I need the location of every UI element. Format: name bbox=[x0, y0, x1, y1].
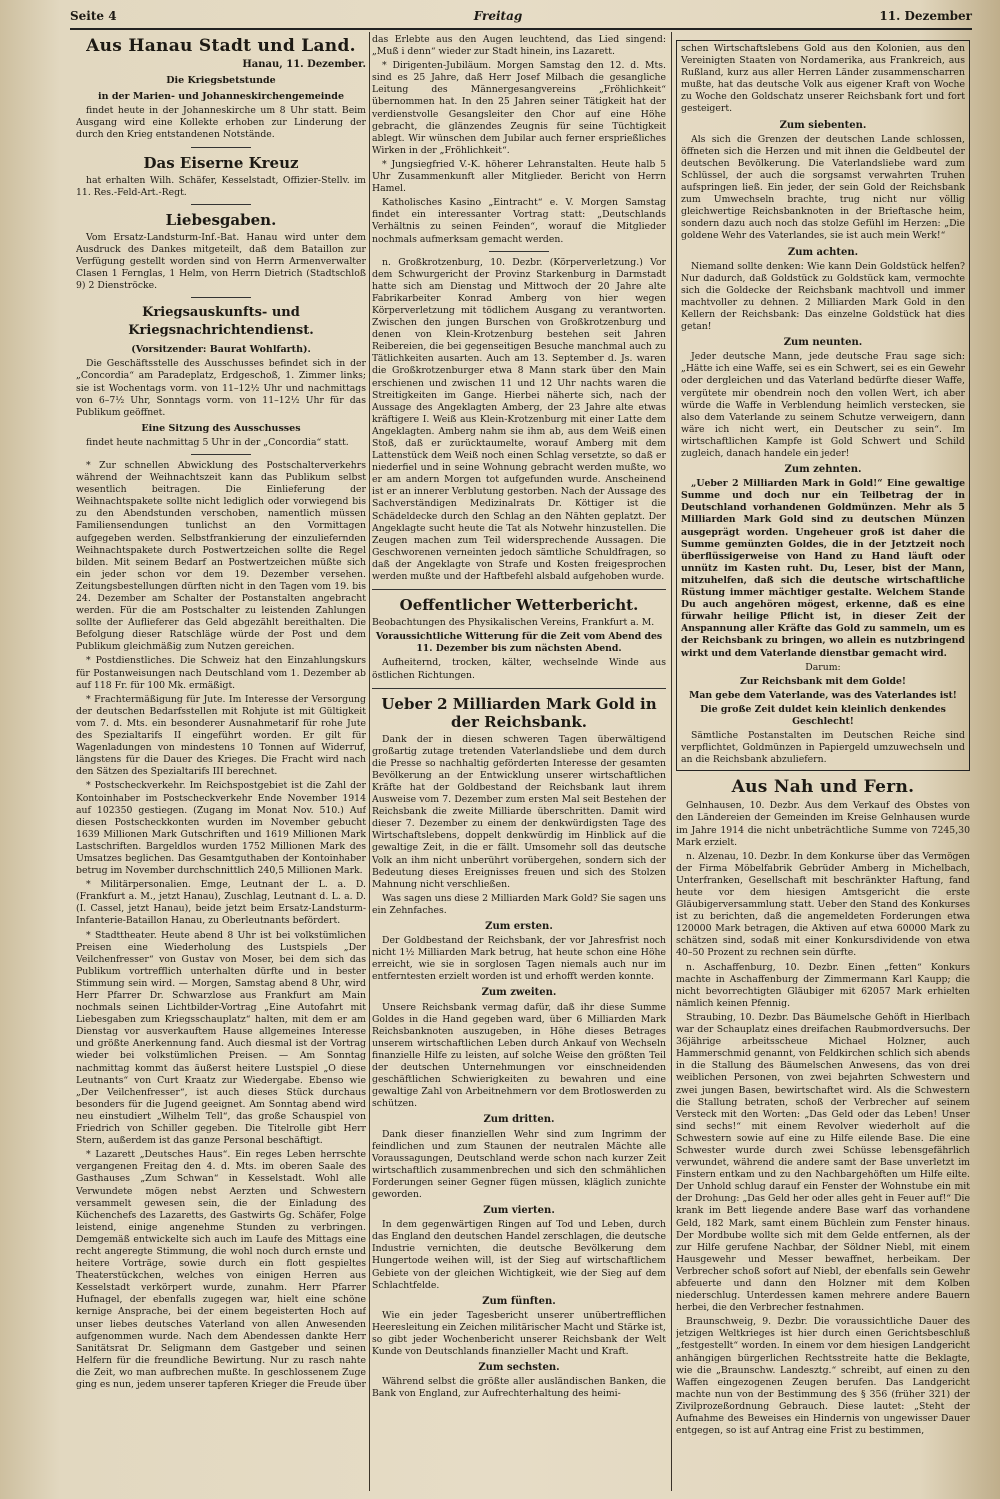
article-body: Voraussichtliche Witterung für die Zeit vom Abend des 11. Dezember bis zum nächsten Abend. bbox=[375, 631, 663, 655]
article-title: Ueber 2 Milliarden Mark Gold in der Reichsbank. bbox=[381, 694, 657, 731]
article-body: Unsere Reichsbank vermag dafür, daß ihr diese Summe Goldes in die Hand gegeben ward, über 6 Milliarden Mark Reichsbanknoten auszugeben, in Höhe dieses Betrages unserem wirtschaftlichen Leben durch Ankauf von Wechseln finanzielle Hilfe zu leisten, auf solche Weise den größten Teil der deutschen Unternehmungen vor einschneidenden geschäftlichen Schwierigkeiten zu bewahren und eine gewaltige Zahl von Arbeitnehmern vor dem Brotloswerden zu schützen. bbox=[372, 1001, 666, 1110]
article-body: n. Alzenau, 10. Dezbr. In dem Konkurse über das Vermögen der Firma Möbelfabrik Gebrüder Amberg in Michelbach, Unterfranken, Gesellschaft mit beschränkter Haftung, fand heute vor dem hiesigen Amtsgericht die erste Gläubigerversammlung statt. Ueber den Stand des Konkurses ist zu berichten, daß die angemeldeten Forderungen etwa 120000 Mark betragen, die Aktiven auf etwa 60000 Mark zu schätzen sind, sodaß mit einer Konkursdividende von etwa 40–50 Prozent zu rechnen sein dürfte. bbox=[676, 850, 970, 959]
article-body: * Militärpersonalien. Emge, Leutnant der L. a. D. (Frankfurt a. M., jetzt Hanau), Zuschlag, Leutnant d. L. a. D. (I. Cassel, jetzt Hanau), beide jetzt beim Ersatz-Landsturm-Infanterie-Bataillon Hanau, zu Oberleutnants befördert. bbox=[76, 879, 366, 927]
column-1 bbox=[76, 34, 366, 1491]
article-subheading: (Vorsitzender: Baurat Wohlfarth). bbox=[131, 344, 311, 356]
article-heading: Zum zweiten. bbox=[481, 987, 557, 999]
article-body: findet heute nachmittag 5 Uhr in der „Concordia“ statt. bbox=[86, 436, 349, 448]
divider bbox=[191, 454, 251, 455]
article-body: * Dirigenten-Jubiläum. Morgen Samstag den 12. d. Mts. sind es 25 Jahre, daß Herr Josef Milbach die gesangliche Leitung des Männergesangvereins „Fröhlichkeit“ übernommen hat. In den 25 Jahren seiner Tätigkeit hat der verdienstvolle Gesangsleiter den Chor auf eine Höhe gebracht, die glänzendes Zeugnis für seine Tüchtigkeit ablegt. Wir wünschen dem Jubilar auch ferner ersprießliches Wirken in der „Fröhlichkeit“. bbox=[372, 60, 666, 156]
article-heading: Zum siebenten. bbox=[779, 119, 867, 131]
article-body: * Zur schnellen Abwicklung des Postschalterverkehrs während der Weihnachtszeit kann das Publikum selbst wesentlich beitragen. Die Einlieferung der Weihnachtspakete sollte nicht lediglich oder vorwiegend bis zu den Abendstunden verschoben, namentlich müssen Familiensendungen tunlichst an den Vormittagen aufgegeben werden. Selbstfrankierung der einzuliefernden Weihnachtspakete durch Postwertzeichen sollte die Regel bilden. Mit seinem Bedarf an Postwertzeichen müßte sich ein jeder schon vor dem 19. Dezember versehen. Zeitungsbestellungen dürften nicht in den Tagen vom 19. bis 24. Dezember am Schalter der Postanstalten angebracht werden. Für die am Postschalter zu leistenden Zahlungen sollte der Auflieferer das Geld abgezählt bereithalten. Die Befolgung dieser Ratschläge würde der Post und dem Publikum gleichmäßig zum Nutzen gereichen. bbox=[76, 459, 366, 653]
article-body: findet heute in der Johanneskirche um 8 Uhr statt. Beim Ausgang wird eine Kollekte erhoben zur Linderung der durch den Krieg entstandenen Notstände. bbox=[76, 105, 366, 141]
article-body: n. Aschaffenburg, 10. Dezbr. Einen „fetten“ Konkurs machte in Aschaffenburg der Zimmermann Karl Kaupp; die nicht bevorrechtigten Gläubiger mit 62057 Mark erhielten nämlich keinen Pfennig. bbox=[676, 961, 970, 1009]
article-heading: Zum sechsten. bbox=[478, 1362, 560, 1374]
issue-date: 11. Dezember bbox=[879, 9, 972, 23]
divider bbox=[372, 688, 666, 689]
article-body: Jeder deutsche Mann, jede deutsche Frau sage sich: „Hätte ich eine Waffe, sei es ein Schwert, sei es ein Gewehr oder dergleichen und das Vaterland bedürfte dieser Waffe, vergütete mir obendrein noch den vollen Wert, ich aber würde die Waffe in Verblendung heimlich verstecken, sie also dem Vaterlande zu seinem Schutze verweigern, dann wäre ich nicht wert, ein Deutscher zu sein“. Im wirtschaftlichen Kampfe ist Gold Schwert und Schild zugleich, danach handele ein jeder! bbox=[681, 351, 965, 459]
divider bbox=[191, 204, 251, 205]
slogan: Man gebe dem Vaterlande, was des Vaterlandes ist! bbox=[689, 689, 957, 701]
article-body: * Stadttheater. Heute abend 8 Uhr ist bei volkstümlichen Preisen eine Wiederholung des Lustspiels „Der Veilchenfresser“ von Gustav von Moser, bei dem sich das Publikum vortrefflich unterhalten dürfte und in bester Stimmung sein wird. — Morgen, Samstag abend 8 Uhr, wird Herr Pfarrer Dr. Schwarzlose aus Frankfurt am Main nochmals seinen Lichtbilder-Vortrag „Eine Autofahrt mit Liebesgaben zum Kriegsschauplatz“ halten, mit dem er am Dienstag vor ausverkauftem Hause allgemeines Interesse und größte Anerkennung fand. Auch diesmal ist der Vortrag wieder bei volkstümlichen Preisen. — Am Sonntag nachmittag kommt das äußerst heitere Lustspiel „O diese Leutnants“ von Curt Kraatz zur Wiedergabe. Ebenso wie „Der Veilchenfresser“, ist auch dieses Stück durchaus besonders für die Jugend geeignet. Am Sonntag abend wird neu einstudiert „Wilhelm Tell“, das große Schauspiel von Friedrich von Schiller gegeben. Die Titelrolle gibt Herr Stern, außerdem ist das ganze Personal beschäftigt. bbox=[76, 929, 366, 1147]
column-rule bbox=[369, 32, 370, 1491]
article-body: Der Goldbestand der Reichsbank, der vor Jahresfrist noch nicht 1½ Milliarden Mark betrug, hat heute schon eine Höhe erreicht, wie sie in sorglosen Tagen niemals auch nur im entferntesten erzielt worden ist und erhofft werden konnte. bbox=[372, 935, 666, 983]
article-body: Dank dieser finanziellen Wehr sind zum Ingrimm der feindlichen und zum Staunen der neutralen Mächte alle Voraussagungen, Deutschland werde schon nach kurzer Zeit wirtschaftlich zusammenbrechen und sich den schmählichen Forderungen seiner Gegner fügen müssen, kläglich zunichte geworden. bbox=[372, 1128, 666, 1200]
article-body: das Erlebte aus den Augen leuchtend, das Lied singend: „Muß i denn“ wieder zur Stadt hinein, ins Lazarett. bbox=[372, 34, 666, 58]
article-body: Niemand sollte denken: Wie kann Dein Goldstück helfen? Nur dadurch, daß Goldstück zu Goldstück kam, vermochte sich die Goldecke der Reichsbank machtvoll und immer machtvoller zu dehnen. 2 Milliarden Mark Gold in den Kellern der Reichsbank: Das einzelne Goldstück hat dies getan! bbox=[681, 260, 965, 333]
divider bbox=[372, 589, 666, 590]
column-rule bbox=[671, 32, 672, 1491]
section-title: Aus Hanau Stadt und Land. bbox=[86, 36, 356, 56]
article-body: Vom Ersatz-Landsturm-Inf.-Bat. Hanau wird unter dem Ausdruck des Dankes mitgeteilt, daß dem Bataillon zur Verfügung gestellt worden sind von Herrn Armenverwalter Clasen 1 Fernglas, 1 Helm, von Herrn Dietrich (Stadtschloß 9) 2 Dienströcke. bbox=[76, 231, 366, 292]
article-body: Aufheiternd, trocken, kälter, wechselnde Winde aus östlichen Richtungen. bbox=[372, 657, 666, 681]
article-heading: Zum dritten. bbox=[483, 1114, 555, 1126]
article-body: Braunschweig, 9. Dezbr. Die voraussichtliche Dauer des jetzigen Weltkrieges ist hier durch einen Gerichtsbeschluß „festgestellt“ worden. In einem vor dem hiesigen Landgericht anhängigen bürgerlichen Rechtsstreite hatte die Beklagte, wie die „Braunschw. Landesztg.“ schreibt, auf einen zu den Waffen eingezogenen Zeugen berufen. Das Landgericht machte nun von der Bestimmung des § 356 (früher 321) der Zivilprozeßordnung Gebrauch. Diese lautet: „Steht der Aufnahme des Beweises ein Hindernis von ungewisser Dauer entgegen, so ist auf Antrag eine Frist zu bestimmen, bbox=[676, 1316, 970, 1437]
article-heading: Zum fünften. bbox=[482, 1295, 556, 1307]
article-body: Straubing, 10. Dezbr. Das Bäumelsche Gehöft in Hierlbach war der Schauplatz eines dreifachen Raubmordversuchs. Der 36jährige arbeitsscheue Michael Holzner, auch Hammerschmid genannt, von Feldkirchen schlich sich abends in die Stallung des Bäumelschen Anwesens, das von drei weiblichen Personen, von zwei bejahrten Schwestern und zwei jungen Basen, bewirtschaftet wird. Als die Schwestern die Stallung betraten, schoß der Verbrecher auf seinem Versteck mit den Worten: „Das Geld oder das Leben! Unser sind sechs!“ mit einem Revolver wiederholt auf die Schwestern sowie auf eine zu Hilfe eilende Base. Die eine Schwester wurde durch zwei Schüsse lebensgefährlich verwundet, während die andere samt der Base unverletzt im Finstern entkam und zu den Nachbargehöften um Hilfe eilte. Der Unhold schlug darauf ein Fenster der Wohnstube ein mit der Drohung: „Das Geld her oder alles geht in Feuer auf!“ Die krank im Bett liegende andere Base warf das vorhandene Geld, 182 Mark, samt einem Büchlein zum Fenster hinaus. Der Mordbube wollte sich mit dem Gelde entfernen, als der zur Hilfe gerufene Nachbar, der Söldner Niebl, mit einem Hausgewehr und Messer bewaffnet, herbeikam. Der Verbrecher schoß sofort auf Niebl, der ebenfalls sein Gewehr abfeuerte und dann den Holzner mit dem Kolben niederschlug. Unterdessen kamen mehrere andere Bauern herbei, die den Verbrecher festnahmen. bbox=[676, 1011, 970, 1314]
article-title: Oeffentlicher Wetterbericht. bbox=[399, 596, 639, 615]
divider bbox=[191, 147, 251, 148]
article-body: Als sich die Grenzen der deutschen Lande schlossen, öffneten sich die Herzen und mit ihnen die Geldbeutel der deutschen Bevölkerung. Die Vaterlandsliebe ward zum Schlüssel, der auch die sorgsamst verwahrten Truhen aufspringen ließ. Ein jeder, der sein Gold der Reichsbank zum Umwechseln brachte, trug nicht nur völlig gleichwertige Reichsbanknoten in der Brieftasche heim, sondern dazu auch noch das stolze Gefühl im Herzen: „Die goldene Wehr des Vaterlandes, sie ist auch mein Werk!“ bbox=[681, 133, 965, 242]
page-header bbox=[70, 4, 972, 28]
article-body: Wie ein jeder Tagesbericht unserer unübertrefflichen Heeresleitung ein Zeichen militärischer Macht und Stärke ist, so gibt jeder Wochenbericht unserer Reichsbank der Welt Kunde von Deutschlands finanzieller Macht und Kraft. bbox=[372, 1309, 666, 1358]
article-body: In dem gegenwärtigen Ringen auf Tod und Leben, durch das England den deutschen Handel zerschlagen, die deutsche Industrie vernichten, die deutsche Bevölkerung dem Hungertode weihen will, ist der Sieg auf wirtschaftlichem Gebiete von der gleichen Wichtigkeit, wie der Sieg auf dem Schlachtfelde. bbox=[372, 1219, 666, 1291]
article-body: Gelnhausen, 10. Dezbr. Aus dem Verkauf des Obstes von den Ländereien der Gemeinden im Kreise Gelnhausen wurde im Jahre 1914 die nicht unbeträchtliche Summe von 7245,30 Mark erzielt. bbox=[676, 800, 970, 848]
masthead: Freitag bbox=[473, 9, 523, 23]
article-body: n. Großkrotzenburg, 10. Dezbr. (Körperverletzung.) Vor dem Schwurgericht der Provinz Starkenburg in Darmstadt hatte sich am Dienstag und Mittwoch der 20 Jahre alte Fabrikarbeiter Konrad Amberg von hier wegen Körperverletzung mit tödlichem Ausgang zu verantworten. Zwischen den jungen Burschen von Großkrotzenburg und denen von Klein-Krotzenburg bestehen seit Jahren Reibereien, die bei gegenseitigen Besuche manchmal auch zu Tätlichkeiten ausarten. Auch am 13. September d. Js. waren die Großkrotzenburger etwa 8 Mann stark über den Main erschienen und zwischen 11 und 12 Uhr nachts waren die Streitigkeiten im Gange. Hierbei näherte sich, nach der Aussage des Angeklagten Amberg, der 23 Jahre alte etwas kräftigere I. Weiß aus Klein-Krotzenburg mit einer Latte dem Angeklagten. Amberg nahm sie ihm ab, aus dem Weiß einen Stoß, daß er zurücktaumelte, worauf Amberg mit dem Lattenstück dem Weiß noch einen Schlag versetzte, so daß er niederfiel und in seine Wohnung gebracht werden mußte, wo er am andern Morgen tot aufgefunden wurde. Anscheinend ist er an innerer Verblutung gestorben. Nach der Aussage des Sachverständigen Medizinalrats Dr. Köttiger ist die Schädeldecke durch den Schlag an den Nähten geplatzt. Der Angeklagte sucht heute die Tat als Notwehr hinzustellen. Die Zeugen machen zum Teil widersprechende Aussagen. Die Geschworenen verneinten jedoch sämtliche Schuldfragen, so daß der Angeklagte von Strafe und Kosten freigesprochen werden mußte und der Haftbefehl alsbald aufgehoben wurde. bbox=[372, 256, 666, 583]
article-title: Liebesgaben. bbox=[165, 210, 277, 229]
divider bbox=[191, 297, 251, 298]
article-heading: Zum zehnten. bbox=[784, 464, 862, 476]
gold-appeal-box bbox=[676, 40, 970, 771]
article-body: * Frachtermäßigung für Jute. Im Interesse der Versorgung der deutschen Bedarfsstellen mit Rohjute ist mit Gültigkeit vom 7. d. Mts. ein besonderer Ausnahmetarif für rohe Jute des Spezialtarifs II eingeführt worden. Er gilt für Wagenladungen von mindestens 10 Tonnen auf Widerruf, längstens für die Dauer des Krieges. Die Fracht wird nach den Sätzen des Spezialtarifs III berechnet. bbox=[76, 693, 366, 778]
slogan: Die große Zeit duldet kein kleinlich denkendes Geschlecht! bbox=[700, 703, 946, 727]
article-body: Was sagen uns diese 2 Milliarden Mark Gold? Sie sagen uns ein Zehnfaches. bbox=[372, 892, 666, 916]
article-body: Die Geschäftsstelle des Ausschusses befindet sich in der „Concordia“ am Paradeplatz, Erdgeschoß, 1. Zimmer links; sie ist Wochentags vorm. von 11–12½ Uhr und nachmittags von 6–7½ Uhr, Sonntags vorm. von 11–12½ Uhr für das Publikum geöffnet. bbox=[76, 358, 366, 418]
page-label: Seite 4 bbox=[70, 9, 117, 23]
section-title: Aus Nah und Fern. bbox=[731, 777, 915, 798]
article-subheading: in der Marien- und Johanneskirchengemeinde bbox=[98, 91, 344, 103]
article-body: * Postdienstliches. Die Schweiz hat den Einzahlungskurs für Postanweisungen nach Deutschland vom 1. Dezember ab auf 118 Fr. für 100 Mk. ermäßigt. bbox=[76, 655, 366, 691]
article-body: Katholisches Kasino „Eintracht“ e. V. Morgen Samstag findet ein interessanter Vortrag statt: „Deutschlands Verhältnis zu seinen Feinden“, worauf die Mitglieder nochmals aufmerksam gemacht werden. bbox=[372, 197, 666, 245]
article-body: * Jungsiegfried V.-K. höherer Lehranstalten. Heute halb 5 Uhr Zusammenkunft aller Mitglieder. Bericht von Herrn Hamel. bbox=[372, 158, 666, 195]
article-body: Darum: bbox=[805, 661, 841, 673]
article-heading: Zum achten. bbox=[787, 246, 859, 258]
article-body: Dank der in diesen schweren Tagen überwältigend großartig zutage tretenden Vaterlandsliebe und dem durch die Presse so nachhaltig geförderten Interesse der gesamten Bevölkerung an der Entwicklung unserer wirtschaftlichen Kräfte hat der Goldbestand der Reichsbank laut ihrem Ausweise vom 7. Dezember zum ersten Mal seit Bestehen der Reichsbank die zweite Milliarde überschritten. Damit wird dieser 7. Dezember zu einem der denkwürdigsten Tage des Wirtschaftslebens, doppelt denkwürdig im Hinblick auf die gewaltige Zeit, in die er fällt. Umsomehr soll das deutsche Volk an ihm nicht unberührt vorübergehen, sondern sich der Bedeutung dieses Ereignisses freuen und sich des Stolzen Mahnung nicht verschließen. bbox=[372, 733, 666, 890]
header-rule bbox=[70, 28, 972, 30]
column-3 bbox=[676, 34, 970, 1491]
article-body: „Ueber 2 Milliarden Mark in Gold!“ Eine gewaltige Summe und doch nur ein Teilbetrag der in Deutschland vorhandenen Goldmünzen. Mehr als 5 Milliarden Mark Gold sind zu deutschen Münzen ausgeprägt worden. Ungeheuer groß ist daher die Summe gemünzten Goldes, die in der Jetztzeit noch überflüssigerweise von Hand zu Hand läuft oder unnütz im Kasten ruht. Du, Leser, bist der Mann, mitzuhelfen, daß sich die deutsche wirtschaftliche Rüstung immer mächtiger gestalte. Welchem Stande Du auch angehören mögest, erkenne, daß es eine fürwahr heilige Pflicht ist, in dieser Zeit der Anspannung aller Kräfte das Gold zu sammeln, um es der Reichsbank zu bringen, wo allein es nutzbringend wirkt und dem Vaterlande dienstbar gemacht wird. bbox=[681, 478, 965, 659]
article-body: Sämtliche Postanstalten im Deutschen Reiche sind verpflichtet, Goldmünzen in Papiergeld umzuwechseln und an die Reichsbank abzuliefern. bbox=[681, 730, 965, 766]
slogan: Zur Reichsbank mit dem Golde! bbox=[739, 675, 907, 687]
article-heading: Zum ersten. bbox=[485, 921, 553, 932]
article-title: Das Eiserne Kreuz bbox=[143, 153, 299, 172]
article-body: * Lazarett „Deutsches Haus“. Ein reges Leben herrschte vergangenen Freitag den 4. d. Mts. im oberen Saale des Gasthauses „Zum Schwan“ in Kesselstadt. Wohl alle Verwundete mögen nebst Aerzten und Schwestern versammelt gewesen sein, die der Einladung des Küchenchefs des Lazaretts, des Gastwirts Gg. Schäfer, Folge leistend, einige angenehme Stunden zu verbringen. Demgemäß entwickelte sich auch im Laufe des Mittags eine recht angeregte Stimmung, die wohl noch durch ernste und heitere Vorträge, sowie durch ein flott gespieltes Theaterstückchen, welches von einigen Herren aus Kesselstadt verkörpert wurde, zunahm. Herr Pfarrer Hufnagel, der ebenfalls zugegen war, hielt eine schöne kernige Ansprache, bei der einem begeisterten Hoch auf unser liebes deutsches Vaterland von allen Anwesenden aufgenommen wurde. Nach dem Abendessen dankte Herr Sanitätsrat Dr. Seligmann dem Gastgeber und seinen Helfern für die freundliche Bewirtung. Nur zu rasch nahte die Zeit, wo man aufbrechen mußte. In geschlossenem Zuge ging es nun, jedem unserer tapferen Krieger die Freude über bbox=[76, 1149, 366, 1390]
article-body: Während selbst die größte aller ausländischen Banken, die Bank von England, zur Aufrechterhaltung des heimi- bbox=[372, 1376, 666, 1400]
article-body: * Postscheckverkehr. Im Reichspostgebiet ist die Zahl der Kontoinhaber im Postscheckverkehr Ende November 1914 auf 102350 gestiegen. (Zugang im Monat Nov. 510.) Auf diesen Postscheckkonten wurden im November gebucht 1639 Millionen Mark Gutschriften und 1619 Millionen Mark Lastschriften. Bargeldlos wurden 1752 Millionen Mark des Umsatzes beglichen. Das Gesamtguthaben der Kontoinhaber betrug im November durchschnittlich 240,5 Millionen Mark. bbox=[76, 780, 366, 877]
dateline: Hanau, 11. Dezember. bbox=[242, 59, 366, 70]
article-heading: Die Kriegsbetstunde bbox=[166, 75, 276, 87]
article-heading: Zum neunten. bbox=[783, 337, 863, 349]
article-heading: Zum vierten. bbox=[483, 1205, 555, 1217]
article-title: Kriegsauskunfts- und Kriegsnachrichtendienst. bbox=[128, 305, 314, 339]
article-body: Beobachtungen des Physikalischen Vereins, Frankfurt a. M. bbox=[372, 617, 655, 629]
article-body: hat erhalten Wilh. Schäfer, Kesselstadt, Offizier-Stellv. im 11. Res.-Feld-Art.-Regt. bbox=[76, 174, 366, 198]
article-heading: Eine Sitzung des Ausschusses bbox=[141, 422, 301, 434]
article-body: schen Wirtschaftslebens Gold aus den Kolonien, aus den Vereinigten Staaten von Nordamerika, aus Frankreich, aus Rußland, kurz aus aller Herren Länder zusammenscharren mußte, hat das deutsche Volk aus eigener Kraft von Woche zu Woche den Goldschatz unserer Reichsbank fort und fort gesteigert. bbox=[681, 43, 965, 115]
divider bbox=[489, 251, 549, 252]
column-2 bbox=[372, 34, 666, 1491]
